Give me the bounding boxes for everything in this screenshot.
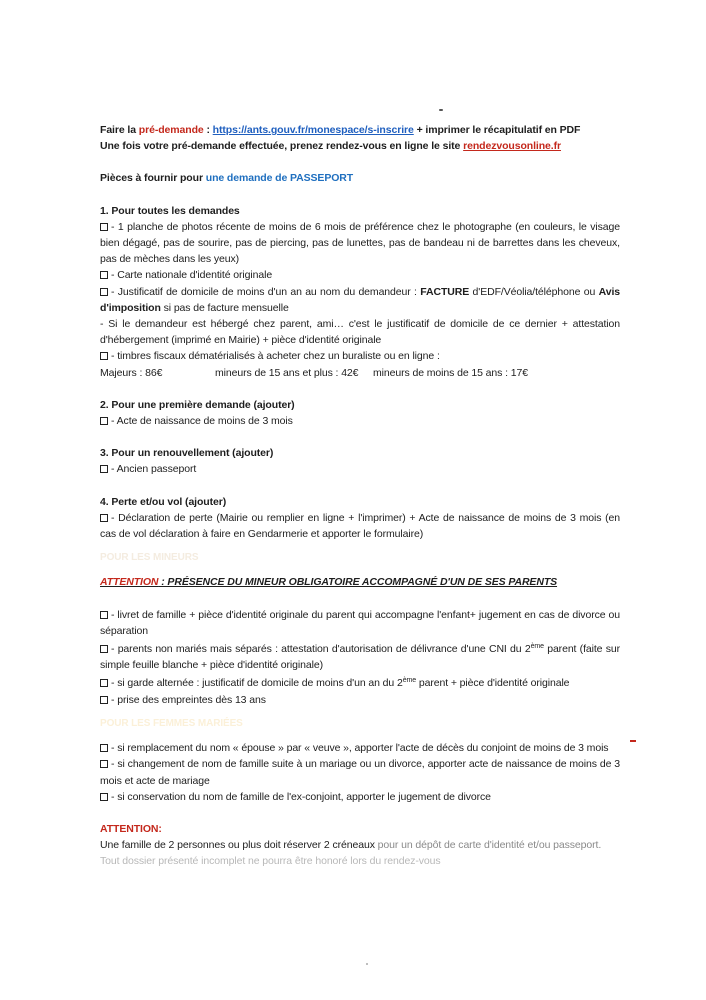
superscript: ème (402, 677, 417, 685)
attention-text: : PRÉSENCE DU MINEUR OBLIGATOIRE ACCOMPAGNÉ D'UN DE SES PARENTS (158, 576, 558, 589)
intro-line-1 (100, 122, 620, 138)
section-4-item (100, 510, 620, 542)
attention-label: ATTENTION (100, 576, 159, 589)
checkbox-icon (100, 611, 108, 619)
item-text: - parents non mariés mais séparés : attestation d'autorisation de délivrance d'une CNI du 2 (111, 643, 531, 656)
price-row (100, 365, 620, 381)
document-content (100, 122, 620, 870)
final-attention-line-2: Tout dossier présenté incomplet ne pourra être honoré lors du rendez-vous (100, 855, 441, 868)
section-1-title: 1. Pour toutes les demandes (100, 204, 240, 217)
women-item-changement-nom (100, 756, 620, 788)
section-1-item-hebergement: - Si le demandeur est hébergé chez parent, ami… c'est le justificatif de domicile de ce dernier + attestation d'hébergement (imprimé en Mairie) + pièce d'identité originale (100, 318, 620, 347)
checkbox-icon (100, 417, 108, 425)
price-mineurs-15-moins: mineurs de moins de 15 ans : 17€ (373, 366, 528, 379)
final-attention-faded-text: pour un dépôt de carte d'identité et/ou passeport. (377, 839, 602, 852)
intro-text: Faire la (100, 124, 139, 136)
passport-request-label: une demande de PASSEPORT (205, 172, 354, 185)
faded-heading-femmes: POUR LES FEMMES MARIÉES (100, 717, 243, 729)
item-text: d'EDF/Véolia/téléphone ou (469, 285, 599, 298)
section-2-item (100, 413, 620, 429)
scan-red-mark (630, 740, 636, 742)
item-text: si pas de facture mensuelle (160, 301, 289, 314)
item-text: - Acte de naissance de moins de 3 mois (111, 415, 293, 428)
rendezvous-link[interactable]: rendezvousonline.fr (463, 140, 561, 153)
item-text: - Justificatif de domicile de moins d'un an au nom du demandeur : (111, 285, 421, 298)
item-text: - Carte nationale d'identité originale (111, 269, 273, 282)
item-text: - si changement de nom de famille suite à un mariage ou un divorce, apporter acte de naissance de moins de 3 mois et acte de mariage (100, 758, 620, 787)
pre-demande-label: pré-demande (138, 124, 204, 136)
ants-link[interactable]: https://ants.gouv.fr/monespace/s-inscrire (212, 124, 414, 136)
section-4-title: 4. Perte et/ou vol (ajouter) (100, 495, 227, 508)
checkbox-icon (100, 645, 108, 653)
minor-item-livret (100, 607, 620, 639)
item-text: parent + pièce d'identité originale (416, 677, 570, 690)
minor-item-empreintes (100, 692, 620, 708)
item-text: - si conservation du nom de famille de l'ex-conjoint, apporter le jugement de divorce (111, 790, 491, 803)
section-1-item-timbres (100, 348, 620, 364)
final-attention-line-1 (100, 837, 620, 853)
price-majeurs: Majeurs : 86€ (100, 366, 163, 379)
avis-imposition-label: Avis d'imposition (100, 285, 620, 314)
item-text: parent (faite sur simple feuille blanche + pièce d'identité originale) (100, 643, 621, 672)
checkbox-icon (100, 465, 108, 473)
price-mineurs-15-plus: mineurs de 15 ans et plus : 42€ (215, 366, 359, 379)
faded-heading-mineurs: POUR LES MINEURS (100, 552, 199, 564)
section-1-item-photos (100, 219, 620, 268)
item-text: - si remplacement du nom « épouse » par « veuve », apporter l'acte de décès du conjoint de moins de 3 mois (111, 742, 609, 755)
scan-speck (366, 963, 368, 965)
checkbox-icon (100, 352, 108, 360)
item-text: - timbres fiscaux dématérialisés à acheter chez un buraliste ou en ligne : (111, 350, 440, 363)
section-2-title: 2. Pour une première demande (ajouter) (100, 398, 295, 411)
checkbox-icon (100, 271, 108, 279)
superscript: ème (530, 643, 544, 651)
minor-item-parents-separes (100, 639, 620, 673)
intro-line-2 (100, 138, 620, 154)
section-1-item-cni (100, 267, 620, 283)
checkbox-icon (100, 760, 108, 768)
minor-item-garde-alternee (100, 673, 620, 691)
pieces-heading (100, 170, 620, 186)
checkbox-icon (100, 793, 108, 801)
item-text: - Déclaration de perte (Mairie ou remplier en ligne + l'imprimer) + Acte de naissance de moins de 3 mois (en cas de vol déclaration à faire en Gendarmerie et apporter le formulaire) (100, 511, 620, 541)
item-text: - prise des empreintes dès 13 ans (111, 693, 266, 706)
scan-speck (439, 109, 443, 111)
intro-colon: : (203, 124, 213, 136)
checkbox-icon (100, 223, 108, 231)
checkbox-icon (100, 679, 108, 687)
item-text: - Ancien passeport (111, 463, 197, 476)
checkbox-icon (100, 696, 108, 704)
item-text: - 1 planche de photos récente de moins de 6 mois de préférence chez le photographe (en couleurs, le visage bien dégagé, pas de sourire, pas de piercing, pas de lunettes, pas de bandeau ni de barrettes dans les cheveux, pas de mèches dans les yeux) (100, 220, 620, 266)
facture-label: FACTURE (420, 285, 470, 298)
checkbox-icon (100, 288, 108, 296)
women-item-veuve (100, 740, 620, 756)
women-item-ex-conjoint (100, 789, 620, 805)
final-attention-text: Une famille de 2 personnes ou plus doit réserver 2 créneaux (100, 839, 378, 852)
attention-minor-heading (100, 574, 620, 590)
checkbox-icon (100, 514, 108, 522)
section-1-item-domicile (100, 284, 620, 316)
section-3-item (100, 461, 620, 477)
pieces-prefix: Pièces à fournir pour (100, 172, 206, 185)
final-attention-title: ATTENTION: (100, 822, 162, 835)
intro-text-2: Une fois votre pré-demande effectuée, prenez rendez-vous en ligne le site (100, 140, 464, 153)
checkbox-icon (100, 744, 108, 752)
section-3-title: 3. Pour un renouvellement (ajouter) (100, 447, 274, 460)
intro-suffix: + imprimer le récapitulatif en PDF (413, 124, 581, 136)
item-text: - livret de famille + pièce d'identité originale du parent qui accompagne l'enfant+ jugement en cas de divorce ou séparation (100, 608, 620, 637)
item-text: - si garde alternée : justificatif de domicile de moins d'un an du 2 (111, 677, 403, 690)
